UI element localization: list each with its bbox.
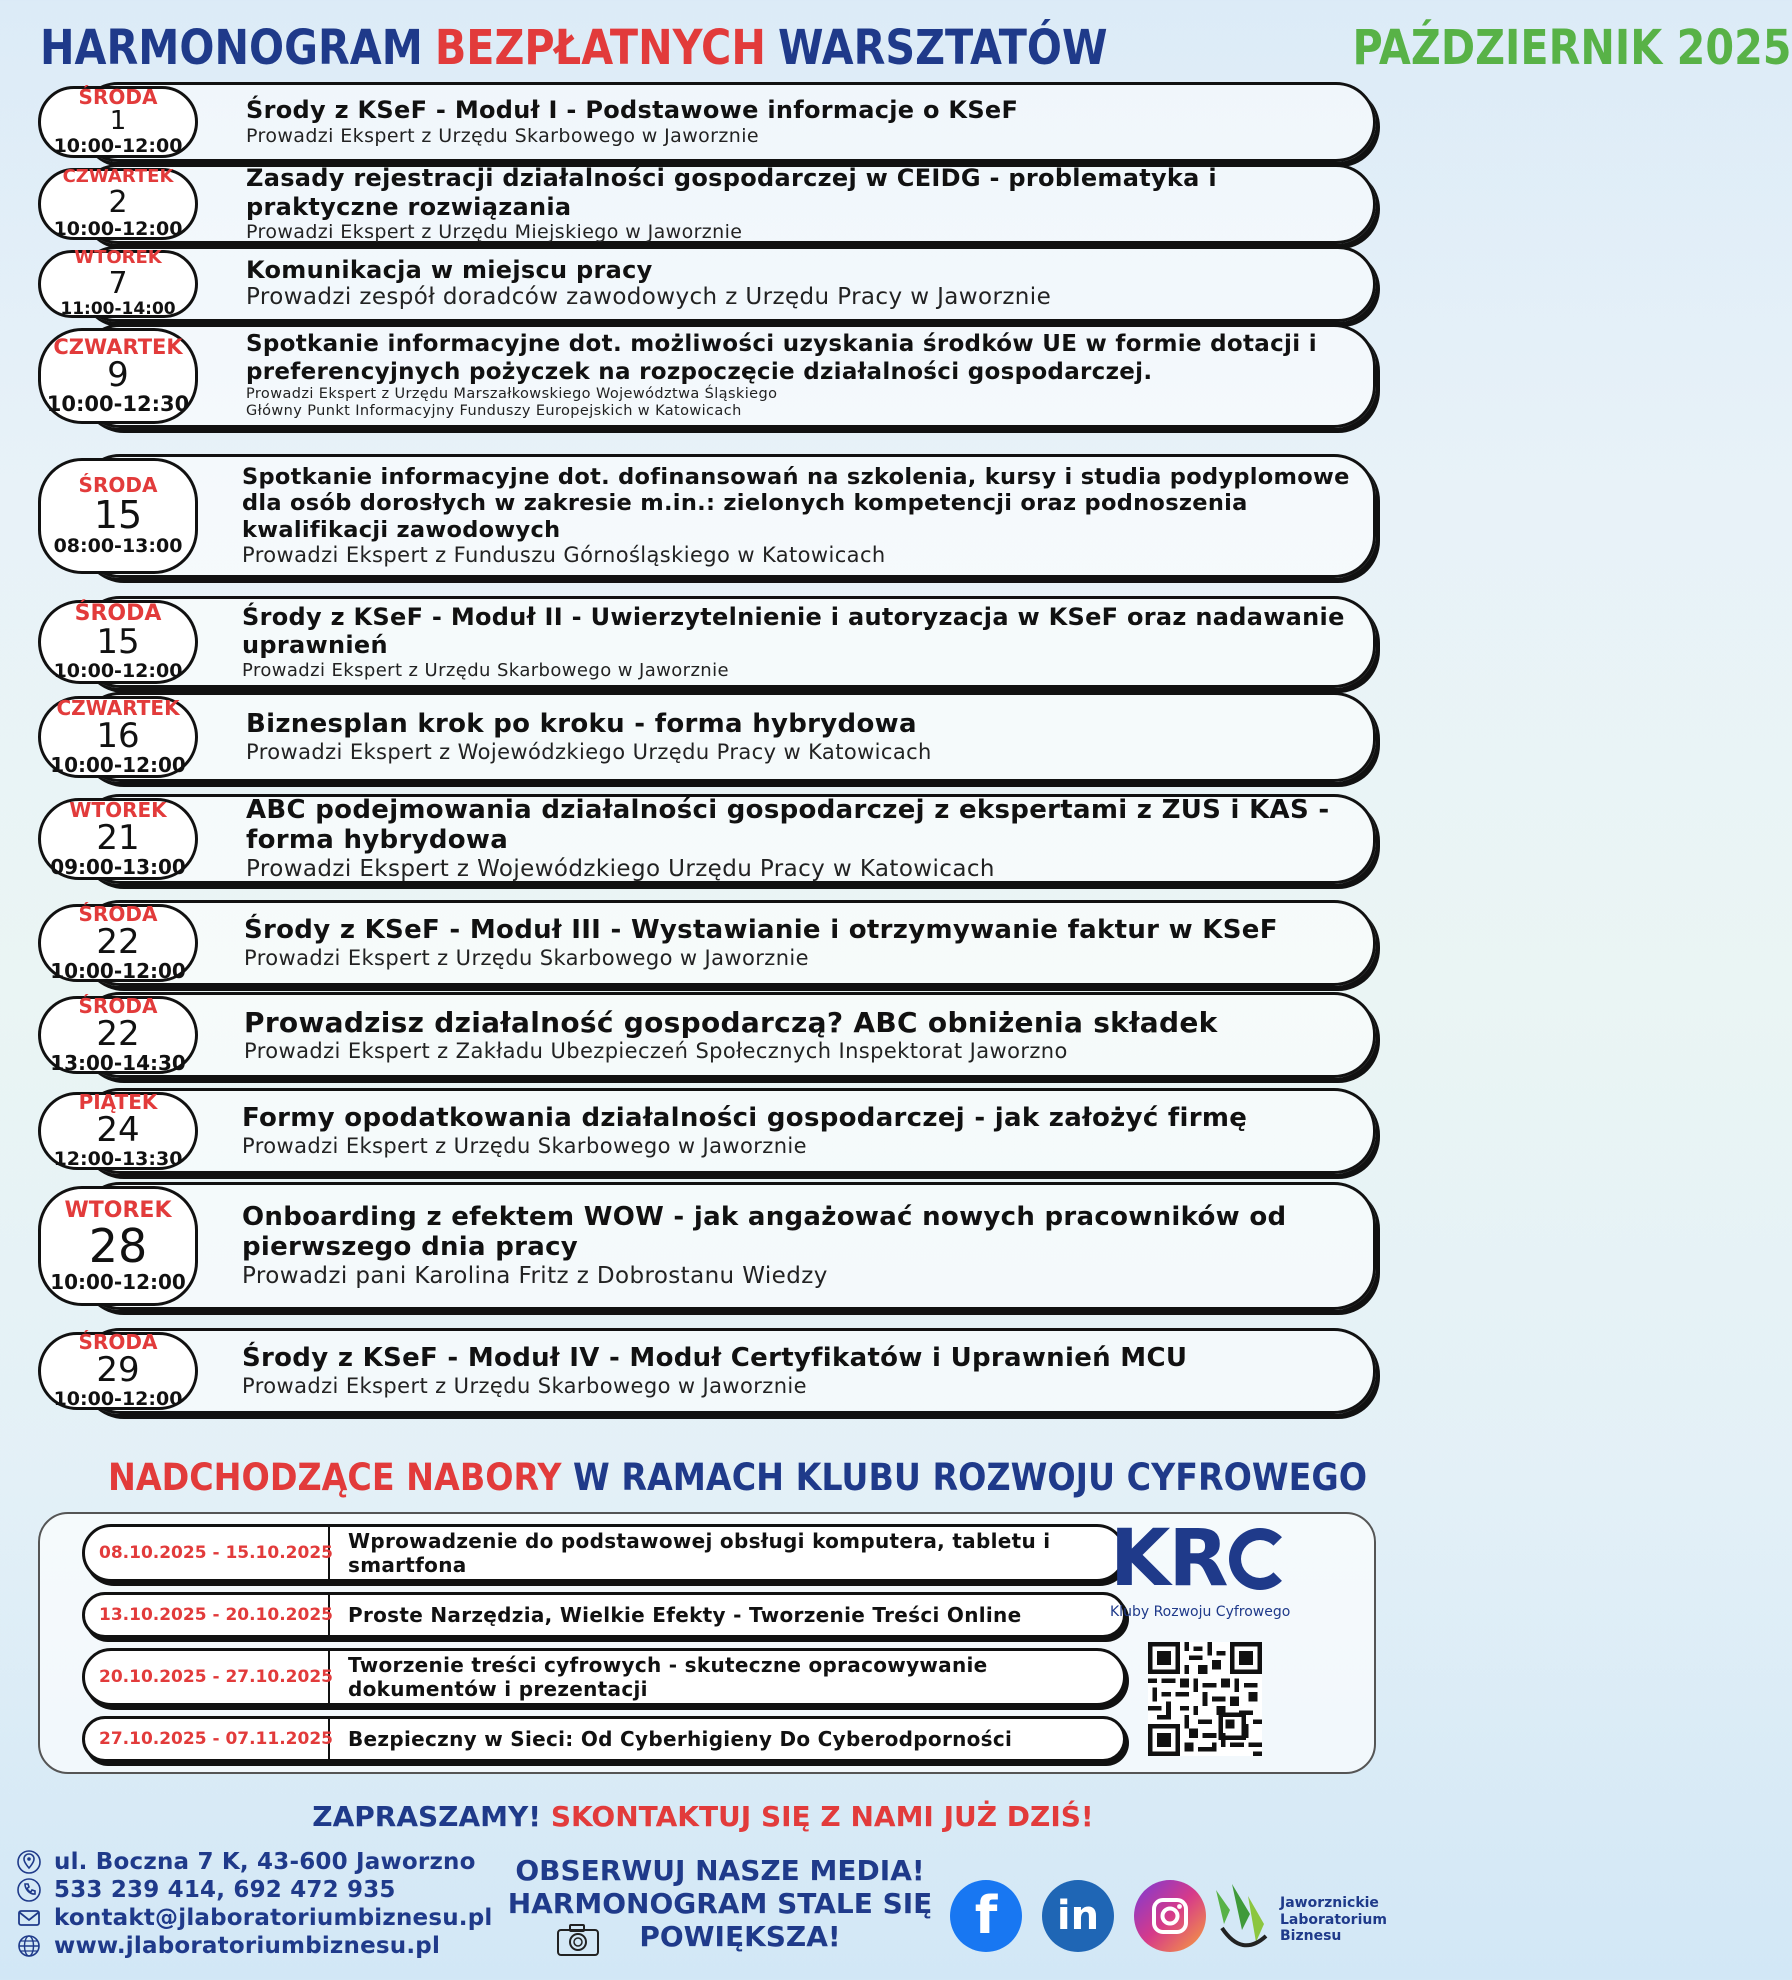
event-day-number: 2 xyxy=(108,185,128,221)
event-title: Komunikacja w miejscu pracy xyxy=(246,256,653,285)
title-word-2: BEZPŁATNYCH xyxy=(434,20,766,76)
event-date-badge xyxy=(38,1092,198,1170)
event-day-number: 28 xyxy=(88,1219,148,1274)
jlb-logo[interactable] xyxy=(1208,1880,1387,1960)
event-date-badge xyxy=(38,328,198,424)
follow-line-2: HARMONOGRAM STALE SIĘ xyxy=(507,1887,933,1921)
title-word-1: HARMONOGRAM xyxy=(40,20,423,76)
course-name: Tworzenie treści cyfrowych - skuteczne opracowywanie dokumentów i prezentacji xyxy=(348,1653,988,1701)
contact-address-text: ul. Boczna 7 K, 43-600 Jaworzno xyxy=(54,1849,476,1875)
event-date-badge xyxy=(38,600,198,684)
linkedin-icon[interactable]: in xyxy=(1042,1880,1114,1952)
krc-logo-subtitle: Kluby Rozwoju Cyfrowego xyxy=(1110,1604,1291,1620)
cta-red: SKONTAKTUJ SIĘ Z NAMI JUŻ DZIŚ! xyxy=(550,1800,1094,1833)
course-name: Wprowadzenie do podstawowej obsługi komputera, tabletu i smartfona xyxy=(348,1529,1051,1577)
event-day-number: 21 xyxy=(96,817,140,858)
event-host: Prowadzi Ekspert z Zakładu Ubezpieczeń Społecznych Inspektorat Jaworzno xyxy=(244,1038,1068,1063)
contact-website[interactable] xyxy=(14,1932,494,1960)
event-day-number: 22 xyxy=(96,921,140,962)
nabory-heading-navy: W RAMACH KLUBU ROZWOJU CYFROWEGO xyxy=(573,1456,1368,1499)
event-row[interactable] xyxy=(38,1328,1376,1414)
nabory-heading xyxy=(38,1456,1368,1499)
event-date-badge xyxy=(38,247,198,319)
event-time: 10:00-12:00 xyxy=(50,753,186,778)
contact-list xyxy=(14,1848,494,1960)
event-host: Prowadzi Ekspert z Urzędu Skarbowego w Jaworznie xyxy=(244,945,809,970)
contact-website-text: www.jlaboratoriumbiznesu.pl xyxy=(54,1933,441,1959)
event-host: Prowadzi Ekspert z Urzędu Skarbowego w Jaworznie xyxy=(242,1133,807,1158)
event-row[interactable] xyxy=(38,794,1376,884)
event-row[interactable] xyxy=(38,1088,1376,1174)
location-pin-icon xyxy=(14,1849,44,1875)
follow-line-1: OBSERWUJ NASZE MEDIA! xyxy=(515,1854,925,1887)
event-date-badge xyxy=(38,798,198,880)
event-date-badge xyxy=(38,1186,198,1306)
event-host: Prowadzi Ekspert z Urzędu Skarbowego w Jaworznie xyxy=(242,659,729,681)
event-row[interactable] xyxy=(38,246,1376,322)
event-row[interactable] xyxy=(38,596,1376,688)
event-host: Prowadzi Ekspert z Urzędu Marszałkowskiego Województwa Śląskiego xyxy=(246,385,778,402)
globe-icon xyxy=(14,1933,44,1959)
event-title: Środy z KSeF - Moduł I - Podstawowe informacje o KSeF xyxy=(246,96,1019,125)
event-time: 10:00-12:00 xyxy=(53,659,183,682)
social-links xyxy=(950,1880,1206,1952)
event-title: Zasady rejestracji działalności gospodarczej w CEIDG - problematyka i praktyczne rozwiązania xyxy=(246,164,1217,221)
course-dates: 13.10.2025 - 20.10.2025 xyxy=(85,1595,330,1635)
event-date-badge xyxy=(38,86,198,158)
event-day: WTOREK xyxy=(69,797,167,822)
event-time: 10:00-12:00 xyxy=(50,959,186,984)
event-day: ŚRODA xyxy=(78,993,158,1018)
event-host: Prowadzi zespół doradców zawodowych z Urzędu Pracy w Jaworznie xyxy=(246,284,1052,311)
event-day-number: 1 xyxy=(109,106,127,137)
event-title: Biznesplan krok po kroku - forma hybrydowa xyxy=(246,709,917,740)
jlb-line-3: Biznesu xyxy=(1280,1928,1342,1945)
event-day-number: 15 xyxy=(96,622,140,663)
event-host: Prowadzi Ekspert z Wojewódzkiego Urzędu Pracy w Katowicach xyxy=(246,739,932,764)
event-date-badge xyxy=(38,993,198,1076)
event-row[interactable] xyxy=(38,900,1376,986)
event-day: CZWARTEK xyxy=(62,166,174,188)
instagram-icon[interactable] xyxy=(1134,1880,1206,1952)
jlb-logo-icon xyxy=(1208,1880,1272,1960)
event-day-number: 16 xyxy=(96,715,140,756)
event-title: Spotkanie informacyjne dot. możliwości uzyskania środków UE w formie dotacji i preferencyjnych pożyczek na rozpoczęcie działalności gospodarczej. xyxy=(246,331,1317,385)
event-host-2: Główny Punkt Informacyjny Funduszy Europejskich w Katowicach xyxy=(246,403,742,420)
event-host: Prowadzi Ekspert z Urzędu Skarbowego w Jaworznie xyxy=(242,1373,807,1398)
event-title: Formy opodatkowania działalności gospodarczej - jak założyć firmę xyxy=(242,1103,1248,1134)
event-day: ŚRODA xyxy=(78,901,158,926)
event-day: WTOREK xyxy=(64,1198,172,1224)
event-row[interactable] xyxy=(38,324,1376,428)
event-host: Prowadzi Ekspert z Urzędu Skarbowego w Jaworznie xyxy=(246,124,759,147)
jlb-line-2: Laboratorium xyxy=(1280,1911,1387,1928)
title-month: PAŹDZIERNIK 2025 xyxy=(1352,20,1792,76)
course-name: Bezpieczny w Sieci: Od Cyberhigieny Do Cyberodporności xyxy=(348,1727,1013,1751)
camera-icon xyxy=(556,1923,600,1957)
event-row[interactable] xyxy=(38,992,1376,1078)
event-title: Spotkanie informacyjne dot. dofinansowań na szkolenia, kursy i studia podyplomowe dla osób dorosłych w zakresie m.in.: zielonych kompetencji oraz podnoszenia kwalifikacji zawodowych xyxy=(242,463,1350,543)
event-day: WTOREK xyxy=(74,247,162,269)
event-host: Prowadzi pani Karolina Fritz z Dobrostanu Wiedzy xyxy=(242,1262,828,1289)
title-word-3: WARSZTATÓW xyxy=(777,20,1108,76)
event-time: 10:00-12:00 xyxy=(53,217,183,240)
event-row[interactable] xyxy=(38,692,1376,782)
event-row[interactable] xyxy=(38,164,1376,244)
event-day: CZWARTEK xyxy=(56,695,180,720)
facebook-icon[interactable]: f xyxy=(950,1880,1022,1952)
course-name: Proste Narzędzia, Wielkie Efekty - Tworzenie Treści Online xyxy=(348,1603,1022,1627)
event-host: Prowadzi Ekspert z Wojewódzkiego Urzędu Pracy w Katowicach xyxy=(246,855,995,882)
event-day: ŚRODA xyxy=(78,1330,158,1355)
event-day: CZWARTEK xyxy=(53,334,183,359)
event-date-badge xyxy=(38,901,198,984)
qr-code-icon[interactable] xyxy=(1148,1642,1262,1756)
course-dates: 20.10.2025 - 27.10.2025 xyxy=(85,1651,330,1703)
contact-email-text: kontakt@jlaboratoriumbiznesu.pl xyxy=(54,1905,493,1931)
course-item[interactable] xyxy=(82,1524,1126,1582)
event-title: Onboarding z efektem WOW - jak angażować nowych pracowników od pierwszego dnia pracy xyxy=(242,1201,1287,1263)
phone-icon xyxy=(14,1877,44,1903)
event-date-badge xyxy=(38,168,198,240)
event-time: 09:00-13:00 xyxy=(50,855,186,880)
event-day: ŚRODA xyxy=(78,85,158,110)
event-day-number: 24 xyxy=(96,1110,140,1151)
course-item[interactable] xyxy=(82,1592,1126,1638)
event-day: PIĄTEK xyxy=(78,1090,158,1115)
follow-line-3: POWIĘKSZA! xyxy=(639,1920,841,1954)
event-day-number: 7 xyxy=(108,266,128,302)
contact-phone-text: 533 239 414, 692 472 935 xyxy=(54,1877,396,1903)
event-day-number: 9 xyxy=(107,354,129,395)
event-time: 13:00-14:30 xyxy=(50,1051,186,1076)
contact-address xyxy=(14,1848,494,1876)
event-time: 10:00-12:00 xyxy=(53,134,183,157)
krc-logo-text: KR xyxy=(1110,1514,1227,1604)
event-time: 10:00-12:30 xyxy=(46,392,190,417)
event-row[interactable] xyxy=(38,1182,1376,1310)
contact-email[interactable] xyxy=(14,1904,494,1932)
event-day: ŚRODA xyxy=(74,601,162,627)
nabory-heading-red: NADCHODZĄCE NABORY xyxy=(107,1456,562,1499)
course-dates: 27.10.2025 - 07.11.2025 xyxy=(85,1719,330,1759)
event-time: 12:00-13:30 xyxy=(53,1147,183,1170)
event-host: Prowadzi Ekspert z Urzędu Miejskiego w Jaworznie xyxy=(246,220,743,243)
event-title: Prowadzisz działalność gospodarczą? ABC obniżenia składek xyxy=(244,1005,1218,1039)
event-time: 11:00-14:00 xyxy=(60,298,176,319)
event-host: Prowadzi Ekspert z Funduszu Górnośląskiego w Katowicach xyxy=(242,543,886,568)
event-day: ŚRODA xyxy=(78,473,158,498)
krc-logo-c-icon xyxy=(1229,1528,1291,1590)
event-date-badge xyxy=(38,696,198,778)
course-item[interactable] xyxy=(82,1648,1126,1706)
cta-navy: ZAPRASZAMY! xyxy=(312,1800,542,1833)
event-title: Środy z KSeF - Moduł II - Uwierzytelnienie i autoryzacja w KSeF oraz nadawanie uprawnień xyxy=(242,602,1345,660)
event-row[interactable] xyxy=(38,454,1376,578)
krc-logo[interactable] xyxy=(1110,1514,1310,1620)
jlb-line-1: Jaworznickie xyxy=(1280,1894,1379,1911)
mail-icon xyxy=(14,1905,44,1931)
event-title: ABC podejmowania działalności gospodarczej z ekspertami z ZUS i KAS - forma hybrydowa xyxy=(246,794,1330,856)
event-title: Środy z KSeF - Moduł IV - Moduł Certyfikatów i Uprawnień MCU xyxy=(242,1343,1188,1374)
event-time: 08:00-13:00 xyxy=(53,535,183,557)
event-date-badge xyxy=(38,1332,198,1410)
course-dates: 08.10.2025 - 15.10.2025 xyxy=(85,1527,330,1579)
event-title: Środy z KSeF - Moduł III - Wystawianie i otrzymywanie faktur w KSeF xyxy=(244,915,1278,946)
event-day-number: 29 xyxy=(96,1350,140,1391)
event-time: 10:00-12:00 xyxy=(53,1387,183,1410)
contact-cta xyxy=(38,1800,1368,1833)
event-day-number: 15 xyxy=(93,493,143,538)
event-date-badge xyxy=(38,458,198,574)
course-item[interactable] xyxy=(82,1716,1126,1762)
event-day-number: 22 xyxy=(96,1013,140,1054)
page-title xyxy=(40,18,1792,78)
event-time: 10:00-12:00 xyxy=(50,1269,186,1294)
event-row[interactable] xyxy=(38,82,1376,162)
contact-phone[interactable] xyxy=(14,1876,494,1904)
